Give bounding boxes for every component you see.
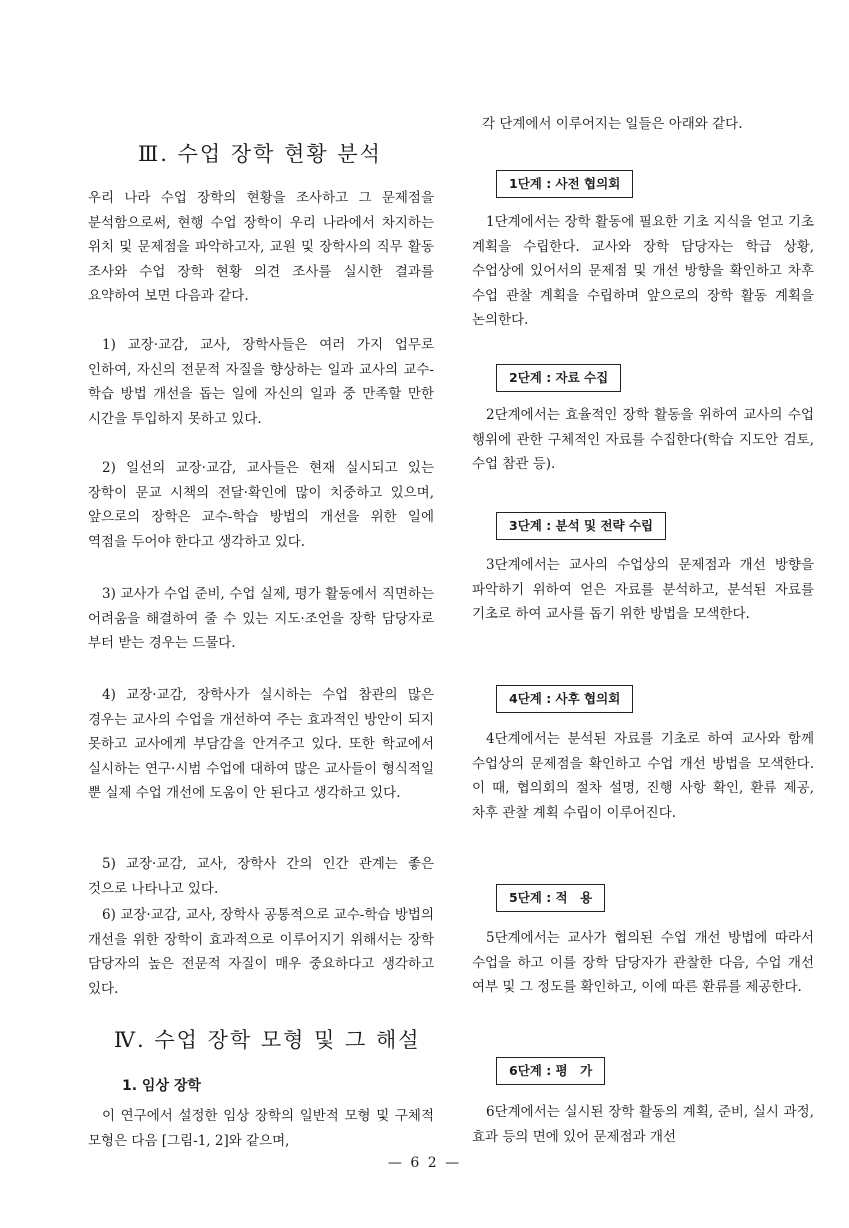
- stage-2-text: 2단계에서는 효율적인 장학 활동을 위하여 교사의 수업 행위에 관한 구체적인 자료를 수집한다(학습 지도안 검토, 수업 참관 등).: [472, 407, 814, 472]
- stages-lead: 각 단계에서 이루어지는 일들은 아래와 같다.: [482, 116, 743, 132]
- subsection-1-heading: 1. 임상 장학: [122, 1078, 201, 1094]
- stage-4-label: 4단계 : 사후 협의회: [496, 685, 633, 713]
- stage-4-text: 4단계에서는 분석된 자료를 기초로 하여 교사와 함께 수업상의 문제점을 확인하고 수업 개선 방법을 모색한다. 이 때, 협의회의 절차 설명, 진행 사항 확인, 환류 제공, 차후 관찰 계획 수립이 이루어진다.: [472, 731, 814, 821]
- finding-4: 4) 교장·교감, 장학사가 실시하는 수업 참관의 많은 경우는 교사의 수업을 개선하여 주는 효과적인 방안이 되지 못하고 교사에게 부담감을 안겨주고 있다. 또한 학교에서 실시하는 연구·시범 수업에 대하여 많은 교사들이 형식적일 뿐 실제 수업 개선에 도움이 안 된다고 생각하고 있다.: [88, 687, 434, 801]
- subsection-1-text: 이 연구에서 설정한 임상 장학의 일반적 모형 및 구체적 모형은 다음 [그림-1, 2]와 같으며,: [88, 1108, 434, 1149]
- finding-1: 1) 교장·교감, 교사, 장학사들은 여러 가지 업무로 인하여, 자신의 전문적 자질을 향상하는 일과 교사의 교수-학습 방법 개선을 돕는 일에 자신의 일과 중 만족할 만한 시간을 투입하지 못하고 있다.: [88, 337, 434, 427]
- stage-1-label: 1단계 : 사전 협의회: [496, 170, 633, 198]
- intro-paragraph: 우리 나라 수업 장학의 현황을 조사하고 그 문제점을 분석함으로써, 현행 수업 장학이 우리 나라에서 차지하는 위치 및 문제점을 파악하고자, 교원 및 장학사의 직무 활동 조사와 수업 장학 현황 의견 조사를 실시한 결과를 요약하여 보면 다음과 같다.: [88, 190, 434, 304]
- page-number: — 6 2 —: [387, 1155, 462, 1171]
- section-3-heading: Ⅲ. 수업 장학 현황 분석: [138, 142, 382, 166]
- stage-6-text: 6단계에서는 실시된 장학 활동의 계획, 준비, 실시 과정, 효과 등의 면에 있어 문제점과 개선: [472, 1104, 814, 1145]
- finding-2: 2) 일선의 교장·교감, 교사들은 현재 실시되고 있는 장학이 문교 시책의 전달·확인에 많이 치중하고 있으며, 앞으로의 장학은 교수-학습 방법의 개선을 위한 일에 역점을 두어야 한다고 생각하고 있다.: [88, 460, 434, 550]
- stage-3-text: 3단계에서는 교사의 수업상의 문제점과 개선 방향을 파악하기 위하여 얻은 자료를 분석하고, 분석된 자료를 기초로 하여 교사를 돕기 위한 방법을 모색한다.: [472, 557, 814, 622]
- section-4-heading: Ⅳ. 수업 장학 모형 및 그 해설: [114, 1028, 421, 1052]
- stage-5-label: 5단계 : 적 용: [496, 884, 605, 912]
- stage-1-text: 1단계에서는 장학 활동에 필요한 기초 지식을 얻고 기초 계획을 수립한다. 교사와 장학 담당자는 학급 상황, 수업상에 있어서의 문제점 및 개선 방향을 확인하고 차후 수업 관찰 계획을 수립하며 앞으로의 장학 활동 계획을 논의한다.: [472, 214, 814, 328]
- finding-5: 5) 교장·교감, 교사, 장학사 간의 인간 관계는 좋은 것으로 나타나고 있다.: [88, 856, 434, 897]
- finding-3: 3) 교사가 수업 준비, 수업 실제, 평가 활동에서 직면하는 어려움을 해결하여 줄 수 있는 지도·조언을 장학 담당자로 부터 받는 경우는 드물다.: [88, 586, 434, 651]
- finding-6: 6) 교장·교감, 교사, 장학사 공통적으로 교수-학습 방법의 개선을 위한 장학이 효과적으로 이루어지기 위해서는 장학 담당자의 높은 전문적 자질이 매우 중요하다고 생각하고 있다.: [88, 907, 434, 997]
- stage-6-label: 6단계 : 평 가: [496, 1057, 605, 1085]
- stage-3-label: 3단계 : 분석 및 전략 수립: [496, 512, 666, 540]
- stage-5-text: 5단계에서는 교사가 협의된 수업 개선 방법에 따라서 수업을 하고 이를 장학 담당자가 관찰한 다음, 수업 개선 여부 및 그 정도를 확인하고, 이에 따른 환류를 제공한다.: [472, 930, 814, 995]
- stage-2-label: 2단계 : 자료 수집: [496, 364, 621, 392]
